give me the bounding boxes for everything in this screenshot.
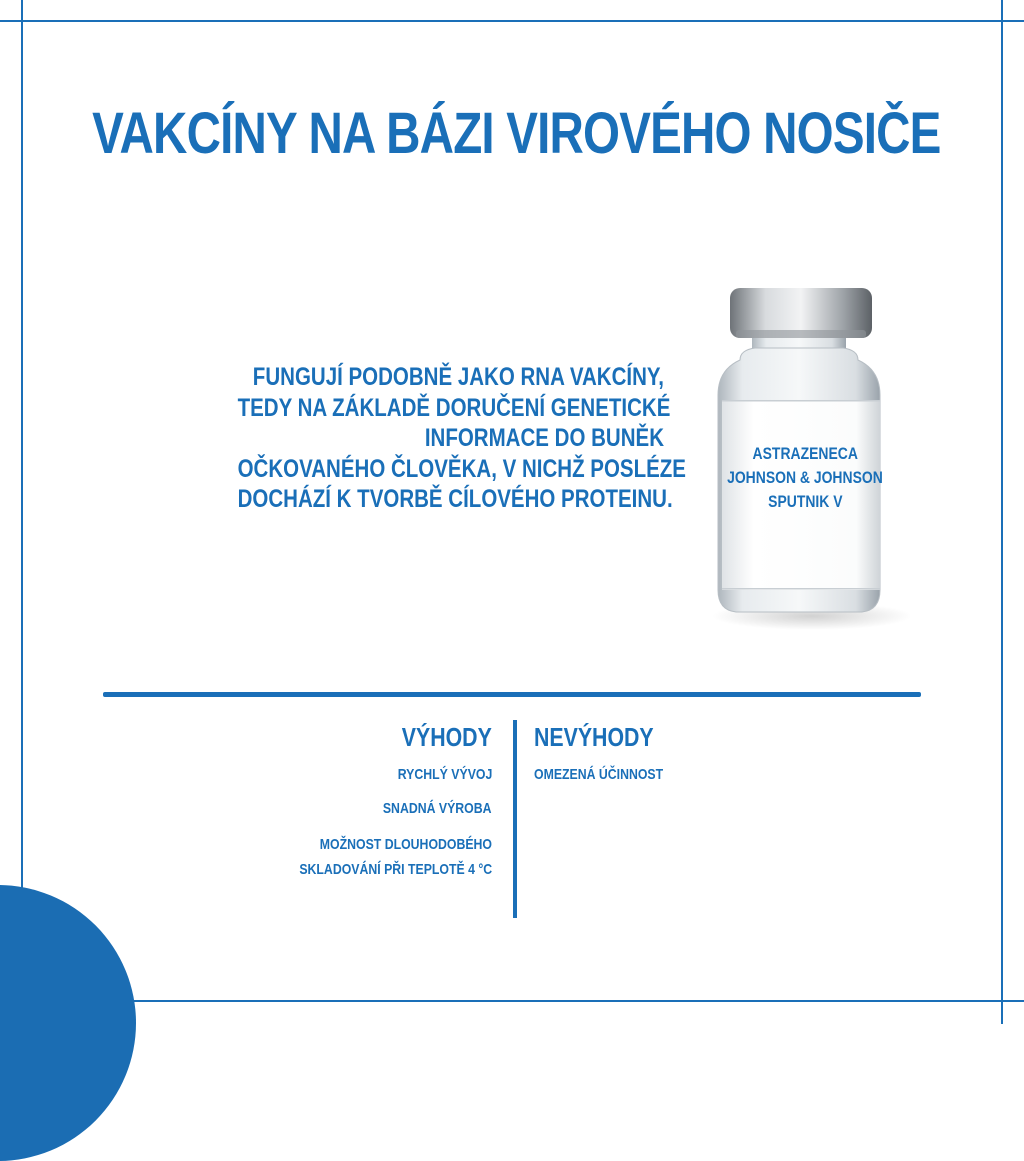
description-line: OČKOVANÉHO ČLOVĚKA, V NICHŽ POSLÉZE [237,454,686,483]
description-line: INFORMACE DO BUNĚK [424,424,664,452]
frame-line-top [0,20,1024,22]
disadvantage-item: OMEZENÁ ÚČINNOST [534,766,664,783]
page-title: VAKCÍNY NA BÁZI VIROVÉHO NOSIČE [92,101,941,166]
advantage-item: MOŽNOST DLOUHODOBÉHO [319,836,492,853]
frame-line-left [21,0,23,1024]
frame-line-right [1001,0,1003,1024]
vial-label-line: SPUTNIK V [767,492,843,511]
disadvantages-heading: NEVÝHODY [534,722,654,752]
vial-label-line: ASTRAZENECA [752,444,858,463]
advantages-heading: VÝHODY [401,722,492,752]
advantage-item: RYCHLÝ VÝVOJ [397,766,492,783]
vial-label [700,280,910,640]
column-divider [513,720,517,918]
description-line: FUNGUJÍ PODOBNĚ JAKO RNA VAKCÍNY, [252,363,664,391]
description-line: DOCHÁZÍ K TVORBĚ CÍLOVÉHO PROTEINU. [237,485,673,513]
advantage-item: SNADNÁ VÝROBA [383,800,492,817]
description-line: TEDY NA ZÁKLADĚ DORUČENÍ GENETICKÉ [237,393,671,422]
frame-line-bottom [0,1000,1024,1002]
decorative-corner-circle [0,885,136,1161]
vial-label-line: JOHNSON & JOHNSON [727,468,883,487]
section-divider [103,692,921,697]
advantage-item: SKLADOVÁNÍ PŘI TEPLOTĚ 4 °C [299,861,492,878]
vaccine-vial-icon [700,280,910,640]
description [237,362,686,515]
